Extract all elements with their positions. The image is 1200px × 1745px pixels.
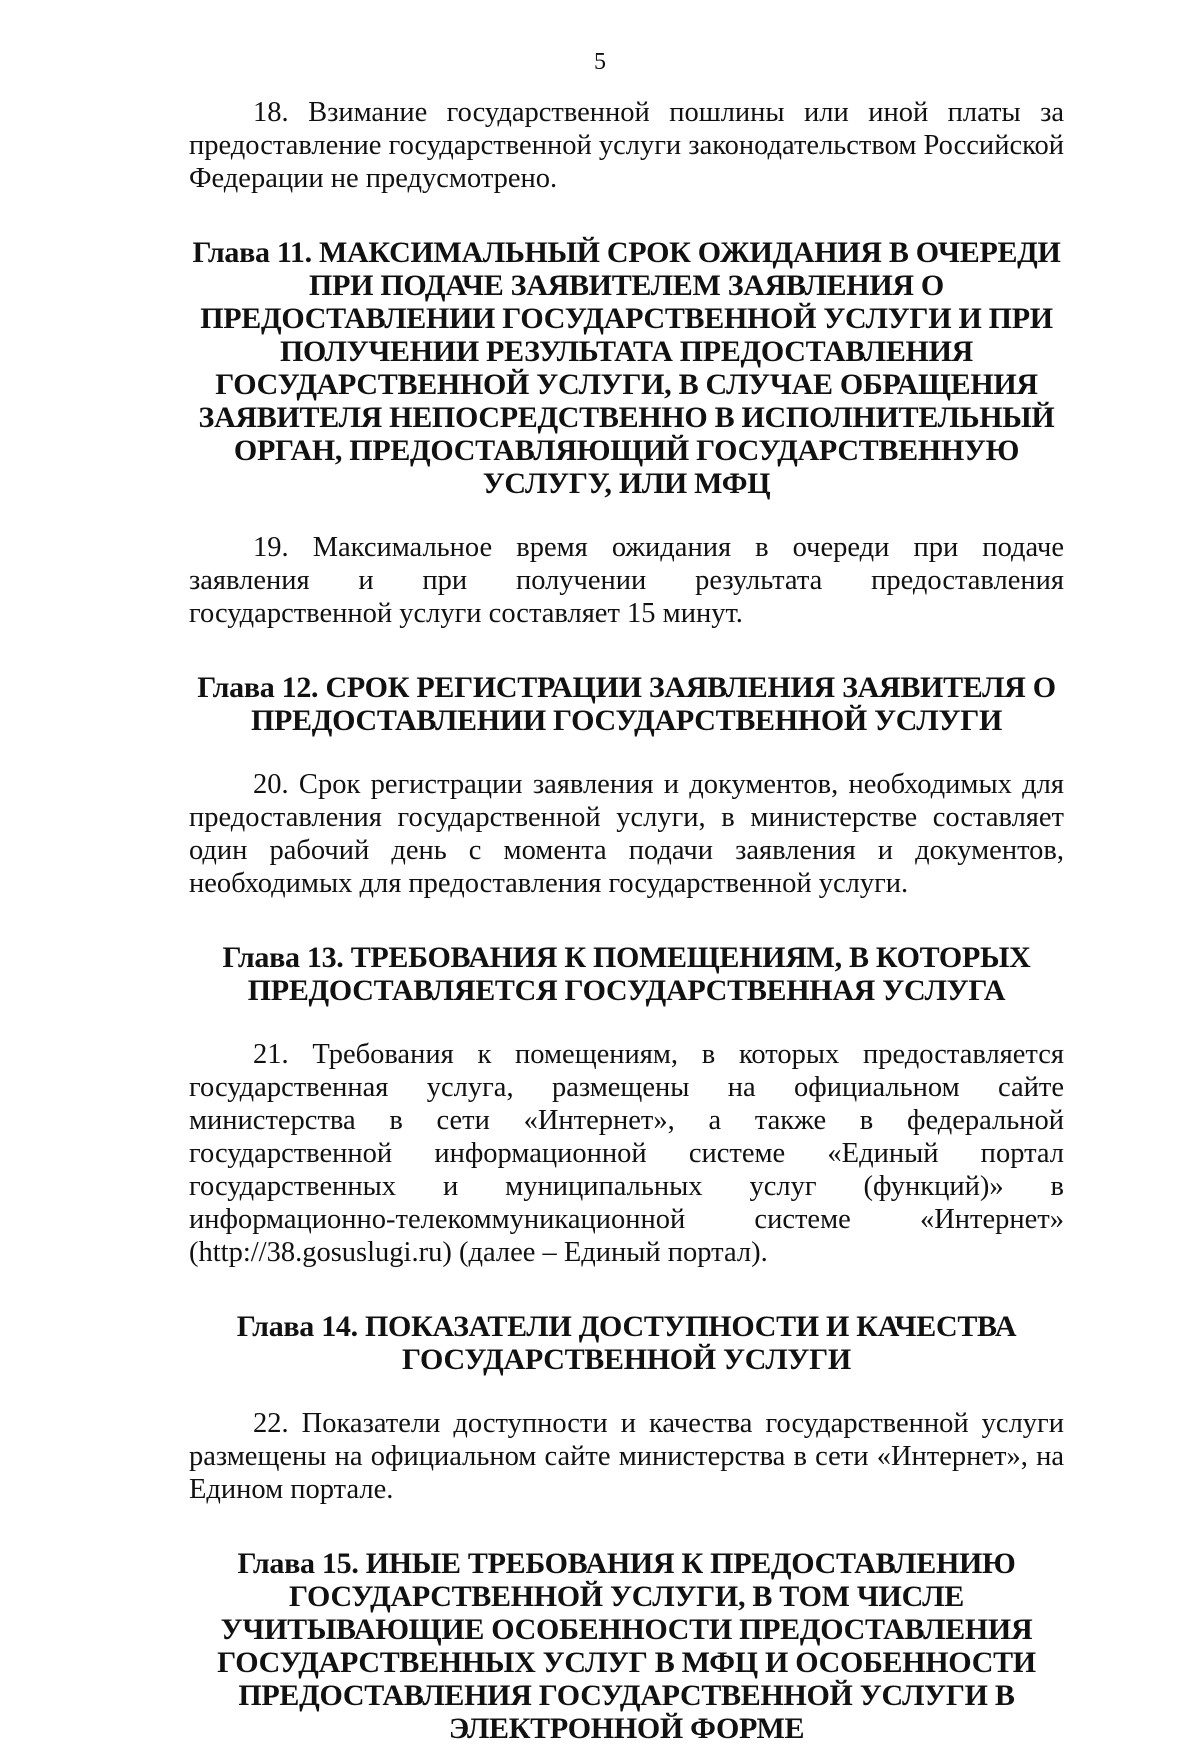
heading-chapter-11: Глава 11. МАКСИМАЛЬНЫЙ СРОК ОЖИДАНИЯ В ОЧЕРЕДИ ПРИ ПОДАЧЕ ЗАЯВИТЕЛЕМ ЗАЯВЛЕНИЯ О ПРЕДОСТАВЛЕНИИ ГОСУДАРСТВЕННОЙ УСЛУГИ И ПРИ ПОЛУЧЕНИИ РЕЗУЛЬТАТА ПРЕДОСТАВЛЕНИЯ ГОСУДАРСТВЕННОЙ УСЛУГИ, В СЛУЧАЕ ОБРАЩЕНИЯ ЗАЯВИТЕЛЯ НЕПОСРЕДСТВЕННО В ИСПОЛНИТЕЛЬНЫЙ ОРГАН, ПРЕДОСТАВЛЯЮЩИЙ ГОСУДАРСТВЕННУЮ УСЛУГУ, ИЛИ МФЦ	[192, 236, 1061, 500]
paragraph-20: 20. Срок регистрации заявления и документов, необходимых для предоставления государственной услуги, в министерстве составляет один рабочий день с момента подачи заявления и документов, необходимых для предоставления государственной услуги.	[189, 769, 1064, 899]
spacer	[189, 1506, 1064, 1547]
paragraph-21: 21. Требования к помещениям, в которых предоставляется государственная услуга, размещены на официальном сайте министерства в сети «Интернет», а также в федеральной государственной информационной системе «Единый портал государственных и муниципальных услуг (функций)» в информационно-телекоммуникационной системе «Интернет» (http://38.gosuslugi.ru) (далее – Единый портал).	[189, 1039, 1064, 1268]
document-body	[189, 96, 1064, 1745]
heading-chapter-15: Глава 15. ИНЫЕ ТРЕБОВАНИЯ К ПРЕДОСТАВЛЕНИЮ ГОСУДАРСТВЕННОЙ УСЛУГИ, В ТОМ ЧИСЛЕ УЧИТЫВАЮЩИЕ ОСОБЕННОСТИ ПРЕДОСТАВЛЕНИЯ ГОСУДАРСТВЕННЫХ УСЛУГ В МФЦ И ОСОБЕННОСТИ ПРЕДОСТАВЛЕНИЯ ГОСУДАРСТВЕННОЙ УСЛУГИ В ЭЛЕКТРОННОЙ ФОРМЕ	[217, 1547, 1036, 1745]
paragraph-22: 22. Показатели доступности и качества государственной услуги размещены на официальном сайте министерства в сети «Интернет», на Едином портале.	[189, 1408, 1064, 1505]
spacer	[189, 630, 1064, 671]
heading-chapter-13: Глава 13. ТРЕБОВАНИЯ К ПОМЕЩЕНИЯМ, В КОТОРЫХ ПРЕДОСТАВЛЯЕТСЯ ГОСУДАРСТВЕННАЯ УСЛУГА	[222, 941, 1031, 1007]
spacer	[189, 195, 1064, 236]
spacer	[189, 1007, 1064, 1038]
paragraph-19: 19. Максимальное время ожидания в очереди при подаче заявления и при получении результата предоставления государственной услуги составляет 15 минут.	[189, 532, 1064, 629]
spacer	[189, 1269, 1064, 1310]
spacer	[189, 900, 1064, 941]
spacer	[189, 500, 1064, 531]
heading-chapter-14: Глава 14. ПОКАЗАТЕЛИ ДОСТУПНОСТИ И КАЧЕСТВА ГОСУДАРСТВЕННОЙ УСЛУГИ	[236, 1310, 1017, 1376]
spacer	[189, 1376, 1064, 1407]
page-number: 5	[594, 49, 606, 75]
heading-chapter-12: Глава 12. СРОК РЕГИСТРАЦИИ ЗАЯВЛЕНИЯ ЗАЯВИТЕЛЯ О ПРЕДОСТАВЛЕНИИ ГОСУДАРСТВЕННОЙ УСЛУГИ	[197, 671, 1056, 737]
spacer	[189, 737, 1064, 768]
paragraph-18: 18. Взимание государственной пошлины или иной платы за предоставление государственной услуги законодательством Российской Федерации не предусмотрено.	[189, 97, 1064, 194]
